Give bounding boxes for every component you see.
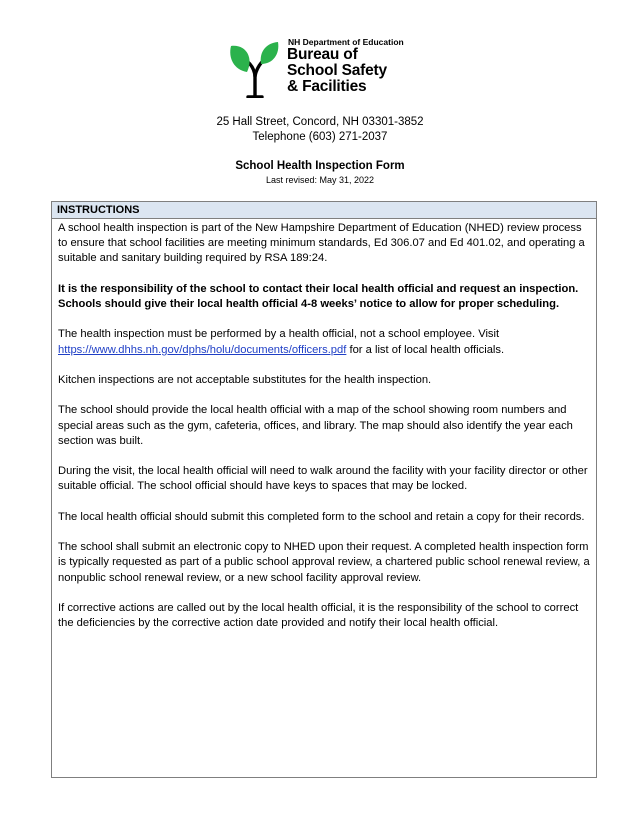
instruction-text: for a list of local health officials.	[346, 343, 505, 356]
instruction-paragraph	[58, 327, 590, 357]
telephone: Telephone (603) 271-2037	[252, 131, 388, 143]
office-address	[0, 115, 640, 145]
bureau-logo	[228, 36, 418, 100]
bureau-name-line: School Safety	[287, 62, 387, 79]
revision-date: Last revised: May 31, 2022	[265, 175, 375, 185]
instruction-paragraph: The local health official should submit this completed form to the school and retain a copy for their records.	[58, 510, 585, 523]
street-address: 25 Hall Street, Concord, NH 03301-3852	[216, 116, 424, 128]
bureau-name-line: & Facilities	[287, 78, 367, 95]
instructions-box	[51, 201, 597, 778]
sprout-icon	[228, 40, 282, 98]
instruction-paragraph: A school health inspection is part of the New Hampshire Department of Education (NHED) review process to ensure that school facilities are meeting minimum standards, Ed 306.07 and Ed 401.02, and operating a suitable and sanitary building required by RSA 189:24.	[58, 222, 585, 265]
form-title: School Health Inspection Form	[235, 160, 405, 172]
department-name: NH Department of Education	[288, 37, 404, 47]
instruction-paragraph: If corrective actions are called out by the local health official, it is the responsibility of the school to correct the deficiencies by the corrective action date provided and notify their local health official.	[58, 601, 579, 630]
instruction-paragraph: The school shall submit an electronic copy to NHED upon their request. A completed health inspection form is typically requested as part of a public school approval review, a chartered public school renewal review, a nonpublic school renewal review, or a new school facility approval review.	[58, 541, 590, 584]
instruction-text: The health inspection must be performed by a health official, not a school employee. Visit	[58, 328, 500, 341]
bureau-name	[287, 47, 427, 95]
instructions-body	[52, 219, 596, 631]
instruction-paragraph: The school should provide the local health official with a map of the school showing room numbers and special areas such as the gym, cafeteria, offices, and library. The map should also identify the year each section was built.	[58, 404, 573, 447]
instruction-paragraph-emphasis: It is the responsibility of the school to contact their local health official and request an inspection. Schools should give their local health official 4-8 weeks’ notice to allow for proper scheduling.	[58, 282, 579, 310]
instruction-paragraph: Kitchen inspections are not acceptable substitutes for the health inspection.	[58, 373, 432, 386]
instruction-paragraph: During the visit, the local health official will need to walk around the facility with your facility director or other suitable official. The school official should have keys to spaces that may be locked.	[58, 465, 588, 493]
instructions-heading: INSTRUCTIONS	[52, 202, 596, 219]
bureau-name-line: Bureau of	[287, 46, 358, 63]
health-officials-link[interactable]: https://www.dhhs.nh.gov/dphs/holu/documents/officers.pdf	[58, 343, 347, 356]
